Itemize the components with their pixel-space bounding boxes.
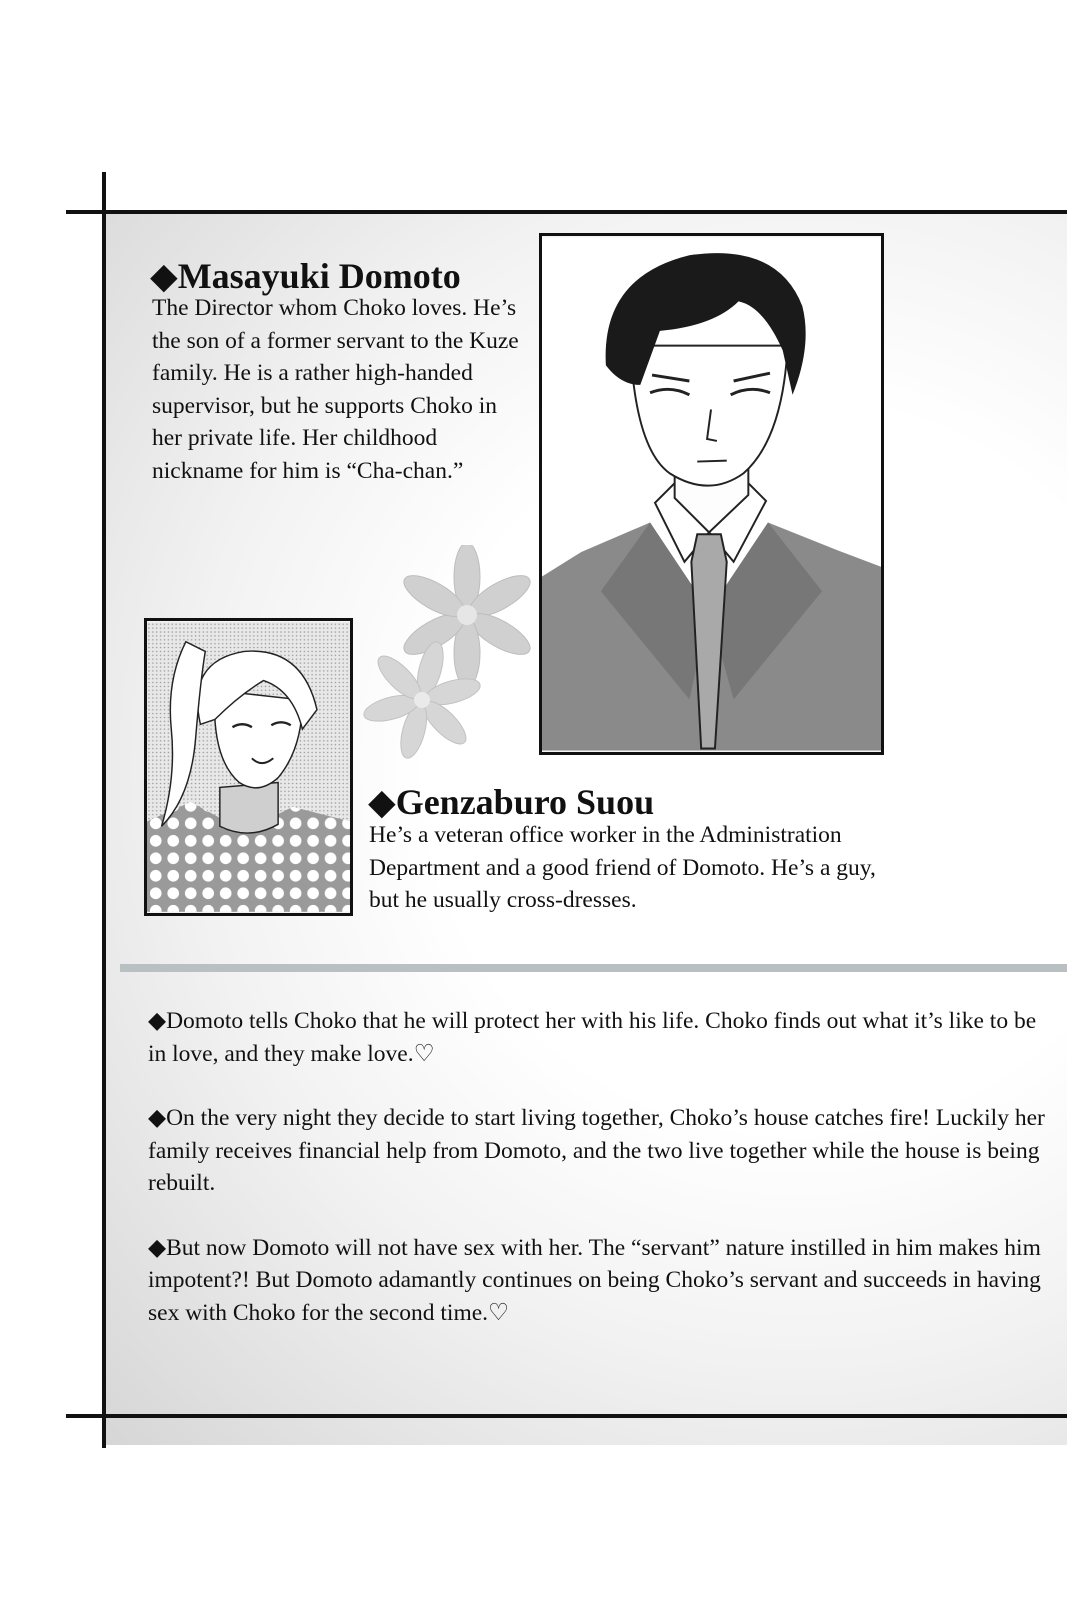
character-name-suou: ◆Genzaburo Suou xyxy=(368,782,655,822)
character-name-domoto: ◆Masayuki Domoto xyxy=(150,256,461,296)
summary-paragraph: ◆On the very night they decide to start living together, Choko’s house catches fire! Luckily her family receives financial help from Domoto, and the two live together while the house is being rebuilt. xyxy=(148,1105,1045,1196)
summary-paragraph: ◆But now Domoto will not have sex with her. The “servant” nature instilled in him makes him impotent?! But Domoto adamantly continues on being Choko’s servant and succeeds in having sex with Choko for the second time.♡ xyxy=(148,1234,1041,1326)
character-description-suou: He’s a veteran office worker in the Administration Department and a good friend of Domoto. He’s a guy, but he usually cross-dresses. xyxy=(369,822,876,913)
top-border-line xyxy=(66,210,1067,214)
flower-decoration-icon xyxy=(362,640,482,760)
ponytail-character-portrait-icon xyxy=(147,621,350,913)
left-border-line xyxy=(102,172,106,1448)
diamond-bullet-icon: ◆ xyxy=(150,256,178,296)
diamond-bullet-icon: ◆ xyxy=(368,782,396,822)
bottom-border-line xyxy=(66,1414,1067,1418)
suou-portrait xyxy=(144,618,353,916)
summary-paragraph: ◆Domoto tells Choko that he will protect her with his life. Choko finds out what it’s like to be in love, and they make love.♡ xyxy=(148,1008,1037,1067)
domoto-portrait xyxy=(539,233,884,755)
story-summary xyxy=(148,1005,1048,1361)
character-description-domoto: The Director whom Choko loves. He’s the son of a former servant to the Kuze family. He is a rather high-handed supervisor, but he supports Choko in her private life. Her childhood nickname for him is “Cha-chan.” xyxy=(152,295,519,484)
section-divider xyxy=(120,964,1067,972)
man-in-suit-portrait-icon xyxy=(542,236,881,752)
